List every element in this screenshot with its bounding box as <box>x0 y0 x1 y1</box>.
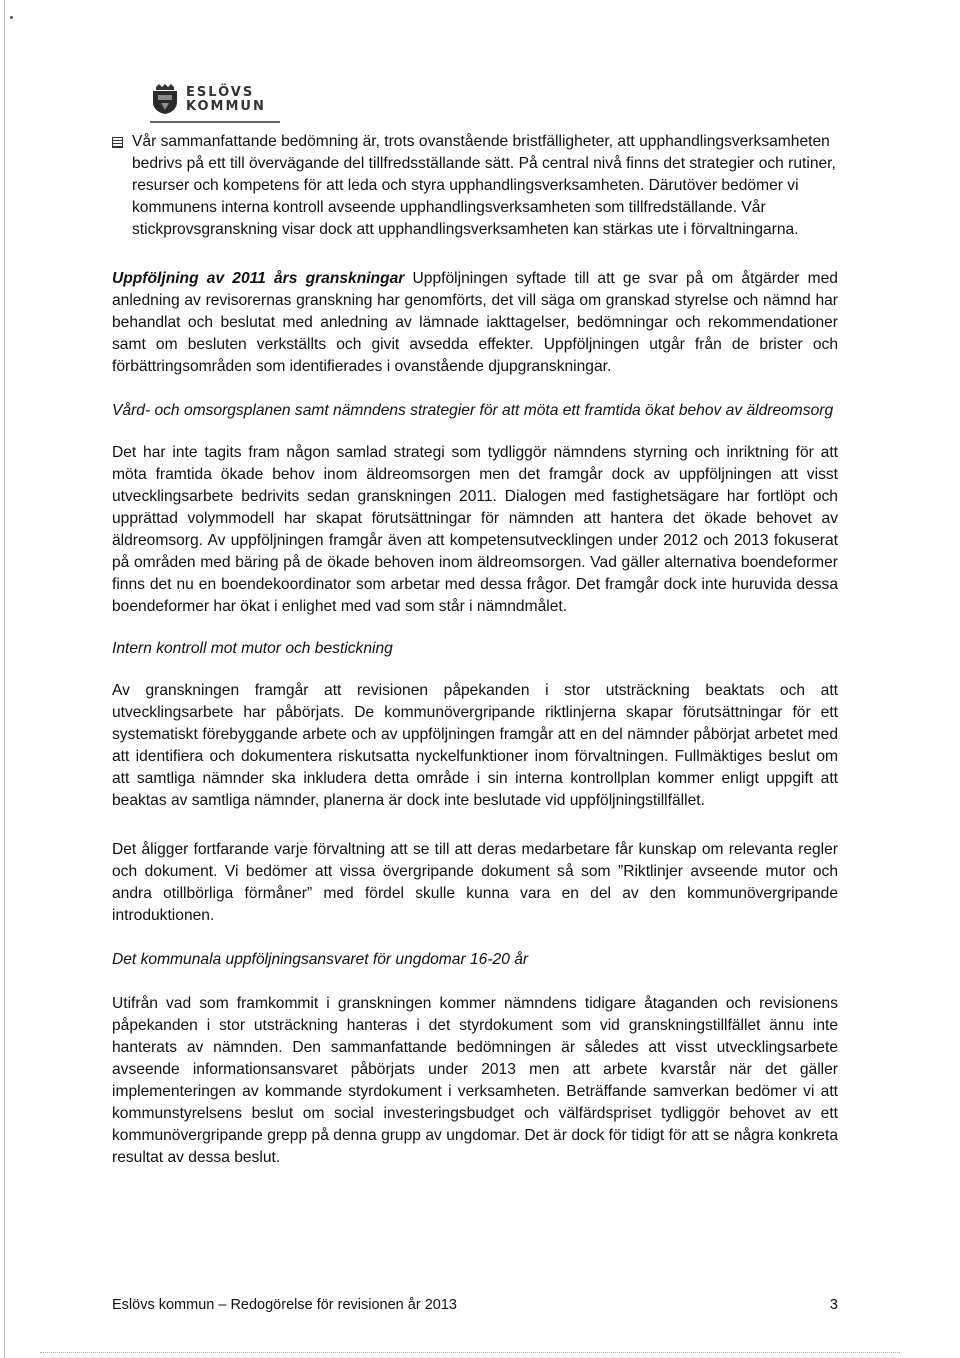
followup-paragraph <box>112 268 838 378</box>
control-body-2: Det åligger fortfarande varje förvaltning att se till att deras medarbetare får kunskap om relevanta regler och dokument. Vi bedömer att vissa övergripande dokument så som ”Riktlinjer avseende mutor och andra otillbörliga förmåner” med fördel skulle kunna vara en del av den kommunövergripande introduktionen. <box>112 841 838 924</box>
youth-body: Utifrån vad som framkommit i granskningen kommer nämndens tidigare åtaganden och revisionens påpekanden i stor utsträckning hanteras i det styrdokument som vid granskningstillfället ännu inte hanterats av nämnden. Den sammanfattande bedömningen är således att visst utvecklingsarbete avseende informationsansvaret påbörjats under 2013 men att arbete kvarstår när det gäller implementeringen av kommande styrdokument i verksamheten. Beträffande samverkan bedömer vi att kommunstyrelsens beslut om social investeringsbudget och välfärdspriset tydliggör behovet av ett kommunövergripande grepp på denna grupp av ungdomar. Det är dock för tidigt för att se några konkreta resultat av dessa beslut. <box>112 995 838 1166</box>
document-body <box>112 131 838 1169</box>
followup-body: Uppföljningen syftade till att ge svar på om åtgärder med anledning av revisorernas granskning har genomförts, det vill säga om granskad styrelse och nämnd har behandlat och beslutat med anledning av lämnade iakttagelser, bedömningar och rekommendationer samt om besluten verkställts och givit avsedda effekter. Uppföljningen utgår från de brister och förbättringsområden som identifierades i ovanstående djupgranskningar. <box>112 270 838 375</box>
logo-line-1: ESLÖVS <box>186 84 255 100</box>
summary-bullet-text: Vår sammanfattande bedömning är, trots ovanstående bristfälligheter, att upphandlingsverksamheten bedrivs på ett till övervägande del tillfredsställande sätt. På central nivå finns det strategier och rutiner, resurser och kompetens för att leda och styra upphandlingsverksamheten. Därutöver bedömer vi kommunens interna kontroll avseende upphandlingsverksamheten som tillfredställande. Vår stickprovsgranskning visar dock att upphandlingsverksamheten kan stärkas ute i förvaltningarna. <box>132 133 836 238</box>
control-heading: Intern kontroll mot mutor och bestickning <box>112 640 393 657</box>
header-rule <box>150 121 280 123</box>
municipality-logo <box>150 82 266 116</box>
care-body: Det har inte tagits fram någon samlad strategi som tydliggör nämndens styrning och inriktning för att möta framtida ökade behov inom äldreomsorgen men det framgår dock av uppföljningen att visst utvecklingsarbete bedrivits sedan granskningen 2011. Dialogen med fastighetsägare har fortlöpt och upprättad volymmodell har skapat förutsättningar för nämnden att hantera det ökade behovet av äldreomsorg. Av uppföljningen framgår även att kompetensutvecklingen under 2012 och 2013 fokuserat på områden med bäring på de ökade behoven inom äldreomsorgen. Vad gäller alternativa boendeformer finns det nu en boendekoordinator som arbetar med dessa frågor. Det framgår dock inte huruvida dessa boendeformer har ökat i enlighet med vad som står i nämndmålet. <box>112 444 838 615</box>
scan-page-edge <box>4 0 5 1358</box>
page-number: 3 <box>829 1297 838 1313</box>
scan-mark <box>10 16 13 19</box>
summary-bullet <box>112 131 838 241</box>
square-bullet-icon <box>112 137 123 148</box>
page-footer <box>112 1294 838 1316</box>
followup-lead: Uppföljning av 2011 års granskningar <box>112 270 405 287</box>
care-heading: Vård- och omsorgsplanen samt nämndens strategier för att möta ett framtida ökat behov av äldreomsorg <box>112 402 834 419</box>
youth-heading: Det kommunala uppföljningsansvaret för ungdomar 16-20 år <box>112 951 529 968</box>
logo-line-2: KOMMUN <box>186 98 266 114</box>
coat-of-arms-icon <box>150 83 180 115</box>
footer-rule <box>40 1352 900 1353</box>
footer-title: Eslövs kommun – Redogörelse för revisionen år 2013 <box>112 1297 457 1313</box>
control-body-1: Av granskningen framgår att revisionen påpekanden i stor utsträckning beaktats och att utvecklingsarbete har påbörjats. De kommunövergripande riktlinjerna skapar förutsättningar för ett systematiskt förebyggande arbete och av uppföljningen framgår att en del nämnder påbörjat arbetet med att identifiera och dokumentera riskutsatta nyckelfunktioner inom förvaltningen. Fullmäktiges beslut om att samtliga nämnder ska inkludera detta område i sin interna kontrollplan kommer enligt uppgift att beaktas av samtliga nämnder, planerna är dock inte beslutade vid uppföljningstillfället. <box>112 682 838 809</box>
